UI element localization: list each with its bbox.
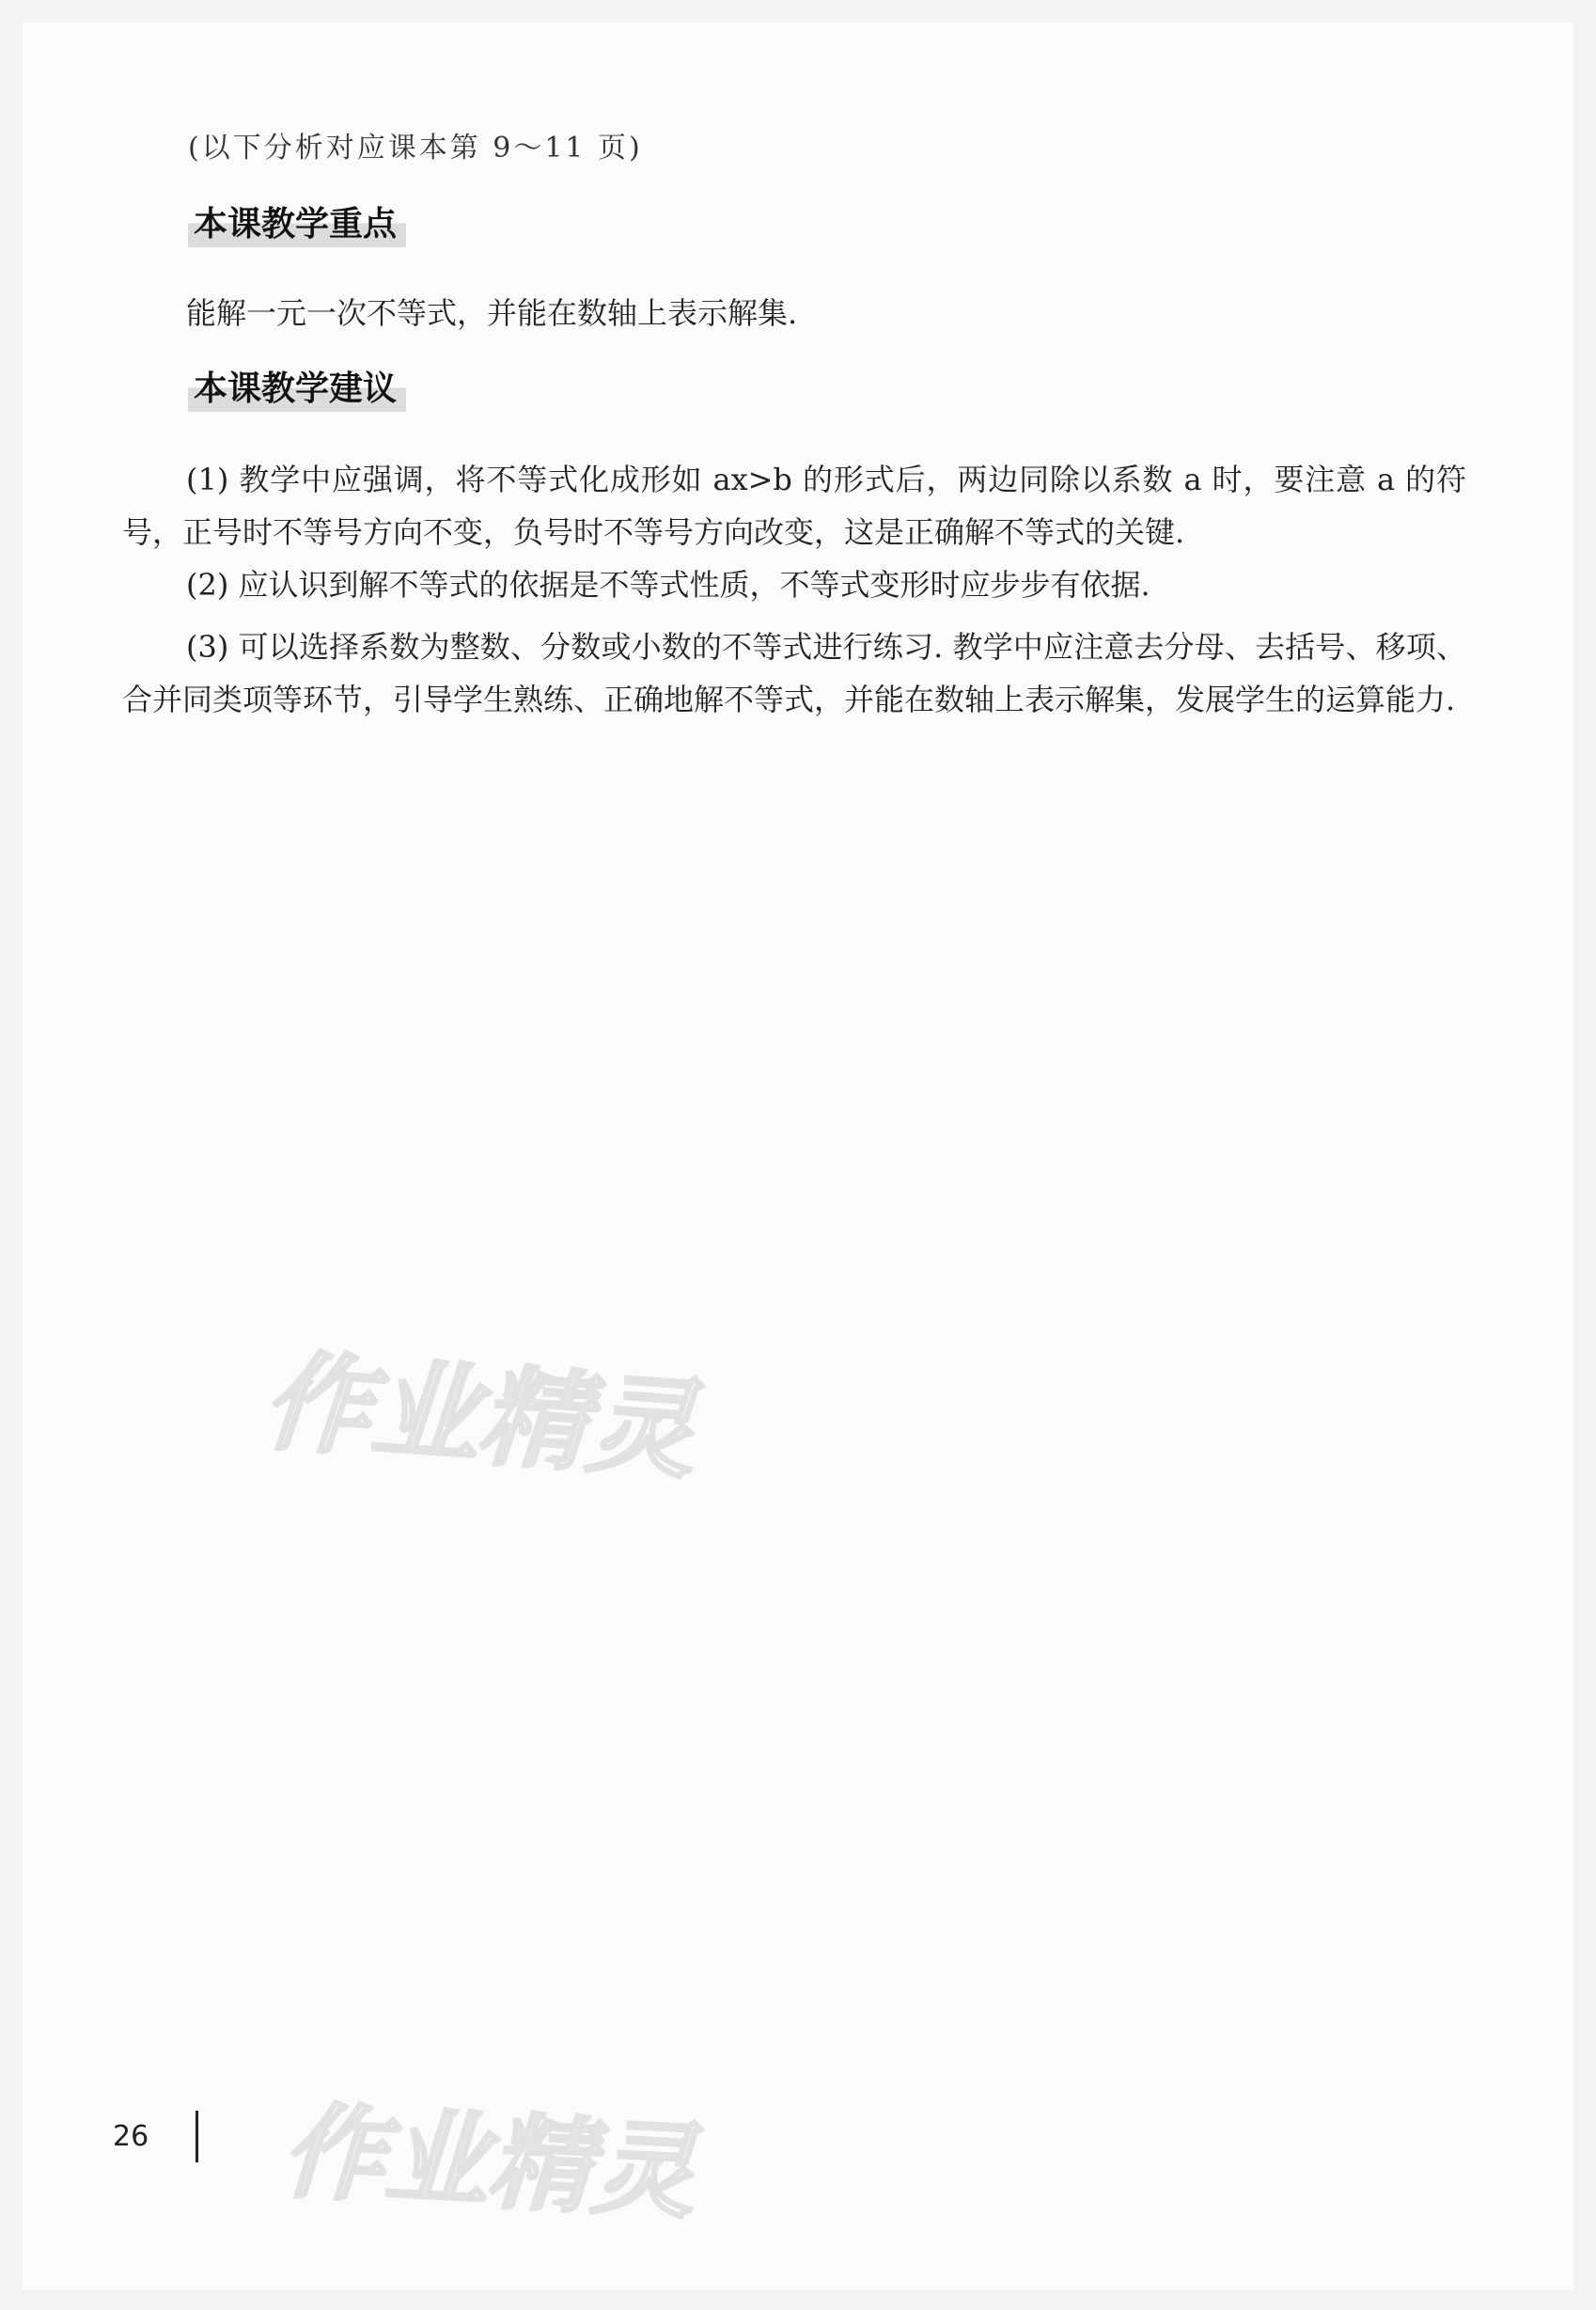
- suggestion-item-3: (3) 可以选择系数为整数、分数或小数的不等式进行练习. 教学中应注意去分母、去括号、移项、合并同类项等环节，引导学生熟练、正确地解不等式，并能在数轴上表示解集，发展学生的运算能力.: [122, 629, 1466, 717]
- suggestion-item-1: (1) 教学中应强调，将不等式化成形如 ax>b 的形式后，两边同除以系数 a 时，要注意 a 的符号，正号时不等号方向不变，负号时不等号方向改变，这是正确解不等式的关键.: [122, 462, 1466, 550]
- page-number: 26: [113, 2120, 149, 2153]
- teaching-focus-text: 能解一元一次不等式，并能在数轴上表示解集.: [186, 295, 798, 331]
- watermark-logo-center: [254, 1335, 818, 1504]
- textbook-range-note: (以下分析对应课本第 9～11 页): [188, 132, 643, 165]
- section-heading-teaching-focus: 本课教学重点: [188, 197, 406, 247]
- section-heading-teaching-suggestions: 本课教学建议: [188, 362, 406, 412]
- watermark-text: 作业精灵: [278, 2090, 699, 2233]
- watermark-text: 作业精灵: [258, 1338, 700, 1495]
- page-number-divider: [196, 2111, 198, 2162]
- watermark-logo-footer: [273, 2082, 799, 2242]
- suggestion-item-2: (2) 应认识到解不等式的依据是不等式性质，不等式变形时应步步有依据.: [186, 567, 1150, 603]
